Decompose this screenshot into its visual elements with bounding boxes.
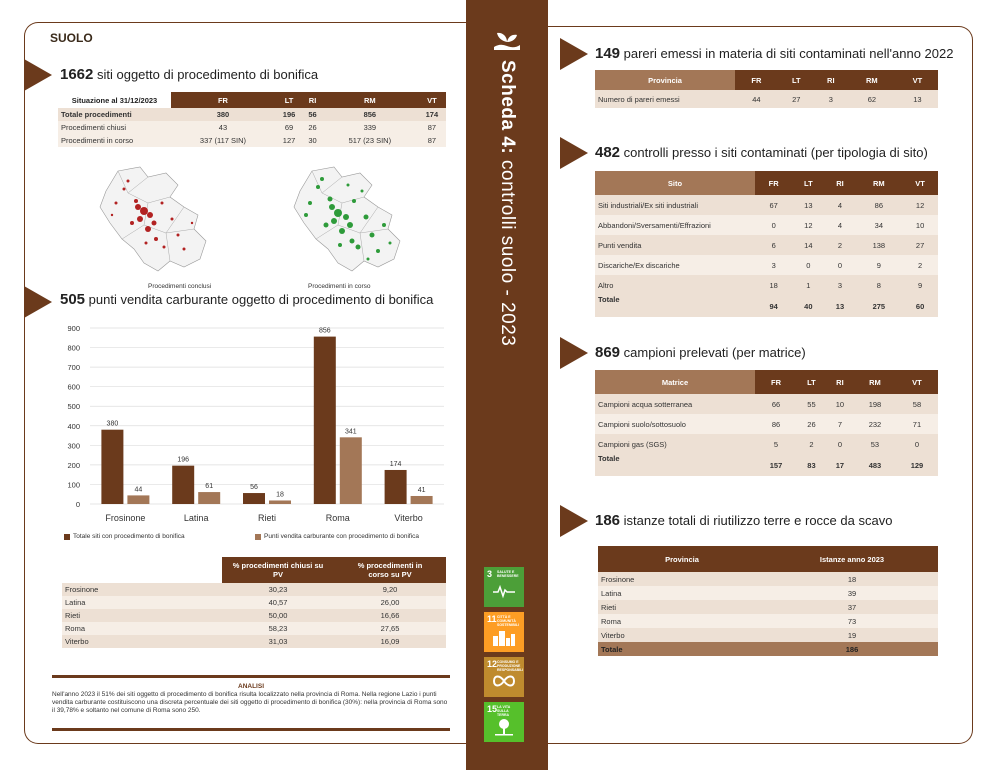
table-row [58,134,446,147]
row-label: Roma [598,614,766,628]
cell-value: 58,23 [222,622,334,635]
cell-value: 27 [778,90,815,108]
cell-value: 30,23 [222,583,334,596]
cell-value: 26 [303,121,322,134]
cell-value: 40,57 [222,596,334,609]
cell-value: 10 [826,394,854,414]
cell-value: 1 [792,275,824,295]
row-label: Latina [598,586,766,600]
map-closed-procedures [88,163,218,283]
controls-table: Sito FR LT RI RM VT Siti industriali/Ex siti industriali 67 13 4 86 12 Abbandoni/Sversamenti/Effrazioni 0 12 4 34 10 Punti vendita 6 14 2 138 27 Discariche/Ex discariche 3 0 0 9 2 Altro 18 1 3 8 9 Totale 94 40 13 275 60 [595,171,938,317]
data-label: 61 [205,483,214,491]
cell-value: 9,20 [334,583,446,596]
data-label: 856 [318,327,331,335]
cell-value: 275 [856,295,903,317]
cell-value: 2 [902,255,938,275]
cell-value: 196 [275,108,303,121]
y-tick-label: 0 [75,500,80,509]
cell-value: 232 [854,414,896,434]
x-tick-label: Roma [325,513,350,523]
row-label: Altro [595,275,755,295]
cell-value: 2 [797,434,826,454]
sites-table-corner: Situazione al 31/12/2023 [58,92,171,108]
data-label: 380 [106,420,119,428]
row-label: Campioni suolo/sottosuolo [595,414,755,434]
section-arrow-icon [560,505,588,537]
y-tick-label: 300 [67,441,80,451]
cell-value: 10 [902,215,938,235]
cell-value: 18 [755,275,792,295]
section-arrow-icon [24,59,52,91]
y-tick-label: 200 [67,460,80,470]
cell-value: 16,09 [334,635,446,648]
row-label: Campioni acqua sotterranea [595,394,755,414]
y-tick-label: 600 [67,382,80,392]
data-label: 41 [417,486,426,494]
cell-value: 56 [303,108,322,121]
table-row [595,235,938,255]
cell-value: 186 [766,642,938,656]
cell-value: 40 [792,295,824,317]
table-row [595,275,938,295]
y-tick-label: 100 [67,480,80,490]
cell-value: 174 [418,108,446,121]
table-row [62,583,446,596]
reuse-heading: 186 istanze totali di riutilizzo terre e rocce da scavo [595,512,893,529]
table-row [595,434,938,454]
row-label: Viterbo [62,635,222,648]
cell-value: 13 [792,195,824,215]
cell-value: 69 [275,121,303,134]
cell-value: 0 [896,434,938,454]
row-label: Siti industriali/Ex siti industriali [595,195,755,215]
cell-value: 44 [735,90,778,108]
row-label: Rieti [62,609,222,622]
y-tick-label: 700 [67,363,80,373]
sdg-15-icon: 15 LA VITA SULLA TERRA [484,702,524,742]
samples-heading: 869 campioni prelevati (per matrice) [595,344,806,361]
cell-value: 67 [755,195,792,215]
cell-value: 60 [902,295,938,317]
cell-value: 5 [755,434,797,454]
bar [385,470,407,504]
row-label: Totale [595,295,755,317]
cell-value: 0 [826,434,854,454]
table-row [598,600,938,614]
table-row [62,609,446,622]
cell-value: 339 [322,121,418,134]
table-row [595,90,938,108]
cell-value: 50,00 [222,609,334,622]
cell-value: 2 [824,235,855,255]
cell-value: 7 [826,414,854,434]
reuse-table: Provincia Istanze anno 2023 Frosinone 18 Latina 39 Rieti 37 Roma 73 Viterbo 19 Totale 186 [598,546,938,656]
total-row [598,642,938,656]
row-label: Totale [595,454,755,476]
cell-value: 55 [797,394,826,414]
map2-label: Procedimenti in corso [308,283,371,290]
bar [127,495,149,504]
section-arrow-icon [560,137,588,169]
cell-value: 337 (117 SIN) [171,134,275,147]
cell-value: 86 [856,195,903,215]
table-row [595,394,938,414]
table-row [598,572,938,586]
data-label: 56 [250,484,258,492]
cell-value: 30 [303,134,322,147]
pct-header-closed: % procedimenti chiusi su PV [222,557,334,583]
cell-value: 16,66 [334,609,446,622]
cell-value: 3 [755,255,792,275]
y-tick-label: 400 [67,421,80,431]
cell-value: 0 [824,255,855,275]
sdg-3-icon: 3 SALUTE E BENESSERE [484,567,524,607]
section-arrow-icon [24,286,52,318]
table-row [595,414,938,434]
cell-value: 12 [902,195,938,215]
cell-value: 27,65 [334,622,446,635]
spine-title-bold: Scheda 4: [497,60,518,155]
bar [269,500,291,504]
row-label: Viterbo [598,628,766,642]
cell-value: 58 [896,394,938,414]
cell-value: 94 [755,295,792,317]
row-label: Frosinone [62,583,222,596]
cell-value: 13 [897,90,938,108]
cell-value: 37 [766,600,938,614]
cell-value: 26 [797,414,826,434]
map1-label: Procedimenti conclusi [148,283,212,290]
cell-value: 6 [755,235,792,255]
bar [411,496,433,504]
sites-heading: 1662 siti oggetto di procedimento di bonifica [60,66,319,83]
legend-swatch-dark [64,534,70,540]
table-row [598,628,938,642]
table-row [595,215,938,235]
data-label: 44 [134,486,143,494]
section-arrow-icon [560,337,588,369]
bar [314,337,336,504]
legend-swatch-light [255,534,261,540]
cell-value: 8 [856,275,903,295]
row-label: Punti vendita [595,235,755,255]
analisi-divider-top [52,675,450,678]
percentage-table [62,557,446,648]
table-row [595,255,938,275]
table-row [62,596,446,609]
section-arrow-icon [560,38,588,70]
bar [198,492,220,504]
table-row [58,121,446,134]
row-label: Abbandoni/Sversamenti/Effrazioni [595,215,755,235]
cell-value: 87 [418,134,446,147]
y-tick-label: 900 [67,324,80,333]
x-tick-label: Rieti [257,513,277,523]
legend-item-total: Totale siti con procedimento di bonifica [64,533,185,540]
row-label: Rieti [598,600,766,614]
bar [172,466,194,504]
cell-value: 0 [792,255,824,275]
bar [101,430,123,504]
cell-value: 9 [902,275,938,295]
cell-value: 517 (23 SIN) [322,134,418,147]
cell-value: 4 [824,195,855,215]
cell-value: 12 [792,215,824,235]
spine-title [466,60,548,347]
analisi-text: Nell'anno 2023 il 51% dei siti oggetto di procedimento di bonifica risulta localizzato nella provincia di Roma. Nella regione Lazio i punti vendita carburante costituiscono una discreta percentuale dei siti oggetto di procedimento di bonifica (30%): nella provincia di Roma sono il 39,78% e soltanto nel comune di Roma sono 250. [52,691,448,714]
cell-value: 62 [847,90,897,108]
bar-chart [52,318,450,528]
x-tick-label: Viterbo [394,513,423,523]
cell-value: 127 [275,134,303,147]
legend-item-fuel: Punti vendita carburante con procedimento di bonifica [255,533,419,540]
y-tick-label: 800 [67,343,80,353]
opinions-heading: 149 pareri emessi in materia di siti contaminati nell'anno 2022 [595,45,954,62]
row-label: Frosinone [598,572,766,586]
cell-value: 13 [824,295,855,317]
y-tick-label: 500 [67,402,80,412]
cell-value: 129 [896,454,938,476]
cell-value: 19 [766,628,938,642]
cell-value: 17 [826,454,854,476]
table-row [62,635,446,648]
cell-value: 39 [766,586,938,600]
map-ongoing-procedures [282,163,412,283]
pct-header-ongoing: % procedimenti in corso su PV [334,557,446,583]
cell-value: 43 [171,121,275,134]
cell-value: 856 [322,108,418,121]
spine-title-rest: controlli suolo - 2023 [497,154,518,347]
cell-value: 18 [766,572,938,586]
total-row [595,295,938,317]
data-label: 196 [177,456,190,464]
cell-value: 0 [755,215,792,235]
cell-value: 198 [854,394,896,414]
sdg-11-icon: 11 CITTÀ E COMUNITÀ SOSTENIBILI [484,612,524,652]
table-row [598,614,938,628]
row-label: Discariche/Ex discariche [595,255,755,275]
cell-value: 27 [902,235,938,255]
cell-value: 34 [856,215,903,235]
cell-value: 9 [856,255,903,275]
table-row [62,622,446,635]
cell-value: 26,00 [334,596,446,609]
table-row [598,586,938,600]
analisi-divider-bottom [52,728,450,731]
row-label: Latina [62,596,222,609]
samples-table: Matrice FR LT RI RM VT Campioni acqua sotterranea 66 55 10 198 58 Campioni suolo/sottosuolo 86 26 7 232 71 Campioni gas (SGS) 5 2 0 53 0 Totale 157 83 17 483 129 [595,370,938,476]
cell-value: 87 [418,121,446,134]
opinions-table: Provincia FR LT RI RM VT Numero di pareri emessi 44 27 3 62 13 [595,70,938,108]
cell-value: 31,03 [222,635,334,648]
cell-value: 66 [755,394,797,414]
cell-value: 73 [766,614,938,628]
row-label: Roma [62,622,222,635]
row-label: Procedimenti in corso [58,134,171,147]
table-row [595,195,938,215]
cell-value: 3 [824,275,855,295]
data-label: 174 [389,460,402,468]
cell-value: 3 [815,90,847,108]
cell-value: 380 [171,108,275,121]
row-label: Totale procedimenti [58,108,171,121]
row-label: Numero di pareri emessi [595,90,735,108]
row-label: Procedimenti chiusi [58,121,171,134]
cell-value: 53 [854,434,896,454]
cell-value: 83 [797,454,826,476]
cell-value: 4 [824,215,855,235]
controls-heading: 482 controlli presso i siti contaminati (per tipologia di sito) [595,144,928,161]
bar [243,493,265,504]
cell-value: 157 [755,454,797,476]
cell-value: 14 [792,235,824,255]
analisi-title: ANALISI [238,683,264,690]
data-label: 341 [344,428,357,436]
section-heading: SUOLO [50,31,93,45]
soil-sprout-icon [492,28,522,54]
x-tick-label: Frosinone [105,513,146,523]
data-label: 18 [276,491,284,499]
fuel-stations-heading: 505 punti vendita carburante oggetto di procedimento di bonifica [60,291,434,308]
total-row [595,454,938,476]
cell-value: 483 [854,454,896,476]
bar [340,437,362,504]
cell-value: 71 [896,414,938,434]
sdg-12-icon: 12 CONSUMO E PRODUZIONE RESPONSABILI [484,657,524,697]
table-row [58,108,446,121]
cell-value: 86 [755,414,797,434]
sites-table: Situazione al 31/12/2023 FR LT RI RM VT Totale procedimenti 380 196 56 856 174 Procedimenti chiusi 43 69 26 339 87 Procedimenti in corso 337 (117 SIN) 127 30 517 (23 SIN) 87 [58,92,446,147]
row-label: Campioni gas (SGS) [595,434,755,454]
cell-value: 138 [856,235,903,255]
row-label: Totale [598,642,766,656]
x-tick-label: Latina [183,513,209,523]
